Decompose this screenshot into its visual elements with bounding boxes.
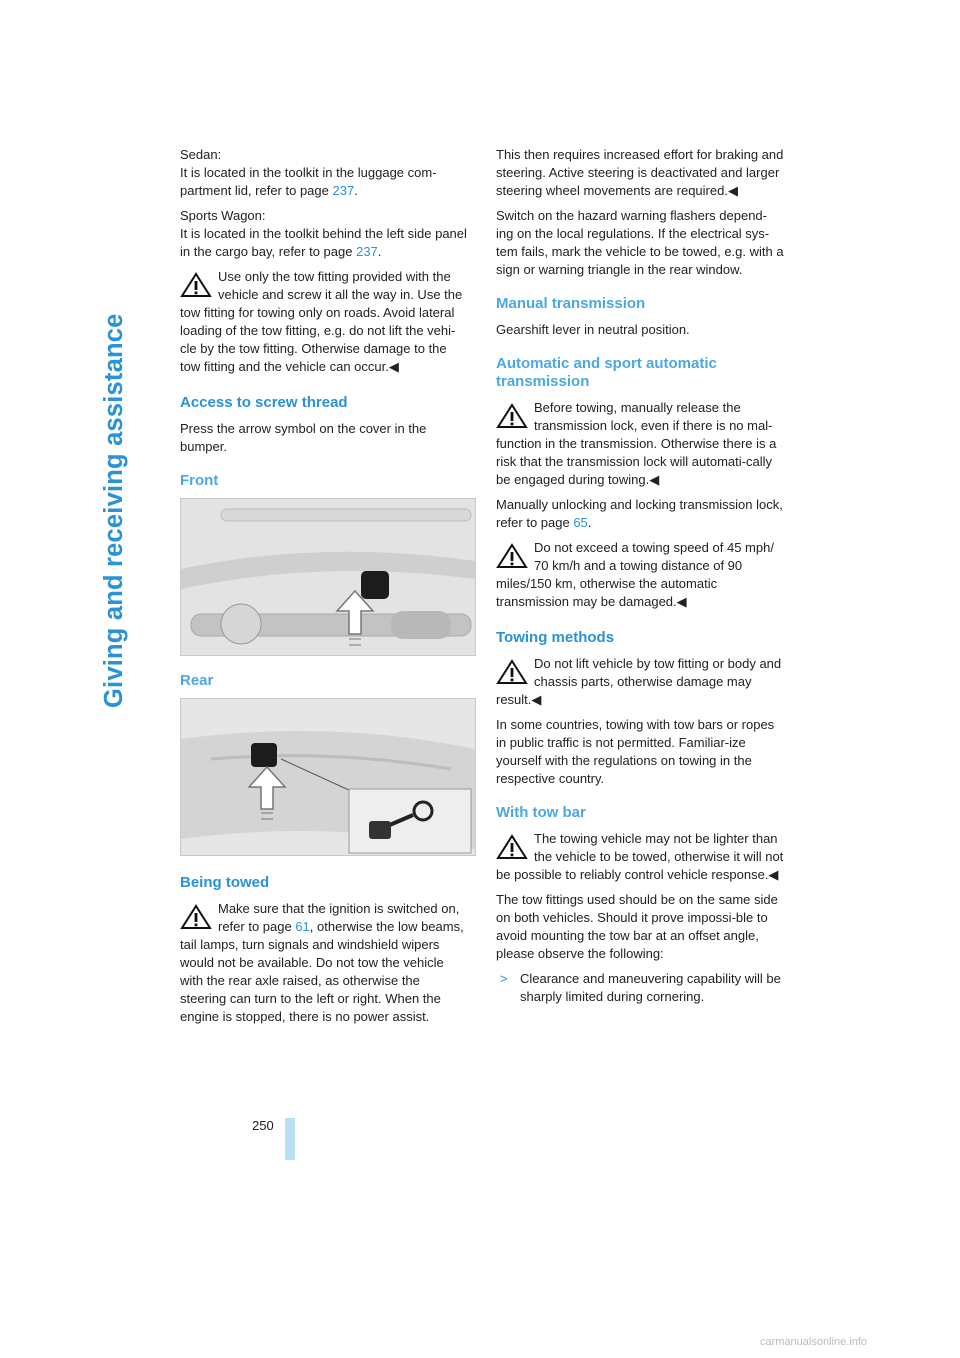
steering-paragraph: This then requires increased effort for braking and steering. Active steering is deactivated and larger steering wheel movements are required.◀ [496,147,784,198]
warning-icon [496,834,528,860]
regulations-paragraph: In some countries, towing with tow bars or ropes in public traffic is not permitted. Familiar-ize yourself with the regulations on towing in the respective country. [496,717,775,786]
warning-icon [496,659,528,685]
rear-heading: Rear [180,672,214,689]
access-heading: Access to screw thread [180,394,348,411]
right-column [496,146,784,1013]
page-marker-bar [285,1118,295,1160]
left-column [180,146,468,1033]
list-item: > Clearance and maneuvering capability will be sharply limited during cornering. [500,971,781,1004]
front-bumper-image [180,498,476,656]
page-link-237-wagon[interactable]: 237 [356,244,378,259]
manual-transmission-text: Gearshift lever in neutral position. [496,322,690,337]
towing-speed-warning: Do not exceed a towing speed of 45 mph/ 70 km/h and a towing distance of 90 miles/150 km, otherwise the automatic transmission may be damaged.◀ [496,540,774,609]
warning-icon [496,403,528,429]
automatic-transmission-heading: Automatic and sport automatic transmission [496,355,717,390]
hazard-paragraph: Switch on the hazard warning flashers depend-ing on the local regulations. If the electrical sys-tem fails, mark the vehicle to be towed, e.g. with a sign or warning triangle in the rear window. [496,208,784,277]
front-heading: Front [180,472,219,489]
tow-fitting-warning: Use only the tow fitting provided with the vehicle and screw it all the way in. Use the tow fitting for towing only on roads. Avoid lateral loading of the tow fitting, e.g. do not lift the vehi-cle by the tow fitting. Otherwise damage to the tow fitting and the vehicle can occur.◀ [180,269,463,374]
towing-vehicle-warning: The towing vehicle may not be lighter than the vehicle to be towed, otherwise it will not be possible to reliably control vehicle response.◀ [496,831,784,882]
being-towed-heading: Being towed [180,874,270,891]
watermark: carmanualsonline.info [760,1336,868,1348]
wagon-paragraph: Sports Wagon: It is located in the toolkit behind the left side panel in the cargo bay, refer to page 237. [180,208,467,259]
page-link-65[interactable]: 65 [573,515,588,530]
transmission-lock-warning: Before towing, manually release the transmission lock, even if there is no mal-function in the transmission. Otherwise there is a risk that the transmission lock will automati-cally be engaged during towing.◀ [496,400,777,487]
page-link-61[interactable]: 61 [295,919,310,934]
towing-methods-heading: Towing methods [496,629,615,646]
chapter-title-text: Giving and receiving assistance [100,313,128,708]
page-link-237-sedan[interactable]: 237 [332,183,355,198]
access-text: Press the arrow symbol on the cover in the bumper. [180,421,427,454]
warning-icon [180,904,212,930]
unlock-paragraph: Manually unlocking and locking transmission lock, refer to page 65. [496,497,783,530]
sedan-paragraph: Sedan: It is located in the toolkit in the luggage com-partment lid, refer to page 237. [180,147,437,198]
tow-bar-heading: With tow bar [496,804,586,821]
ignition-warning: Make sure that the ignition is switched on, refer to page 61, otherwise the low beams, tail lamps, turn signals and windshield wipers would not be available. Do not tow the vehicle with the rear axle raised, as otherwise the steering can turn to the left or right. When the engine is stopped, there is no power assist. [180,901,464,1024]
lift-warning: Do not lift vehicle by tow fitting or body and chassis parts, otherwise damage may result.◀ [496,656,782,707]
bullet-arrow-icon: > [500,971,508,986]
manual-transmission-heading: Manual transmission [496,295,646,312]
page-number: 250 [252,1118,274,1133]
warning-icon [180,272,212,298]
chapter-title [42,28,162,708]
warning-icon [496,543,528,569]
rear-bumper-image [180,698,476,856]
tow-fittings-paragraph: The tow fittings used should be on the same side on both vehicles. Should it prove impossi-ble to avoid mounting the tow bar at an offset angle, please observe the following: [496,892,778,961]
